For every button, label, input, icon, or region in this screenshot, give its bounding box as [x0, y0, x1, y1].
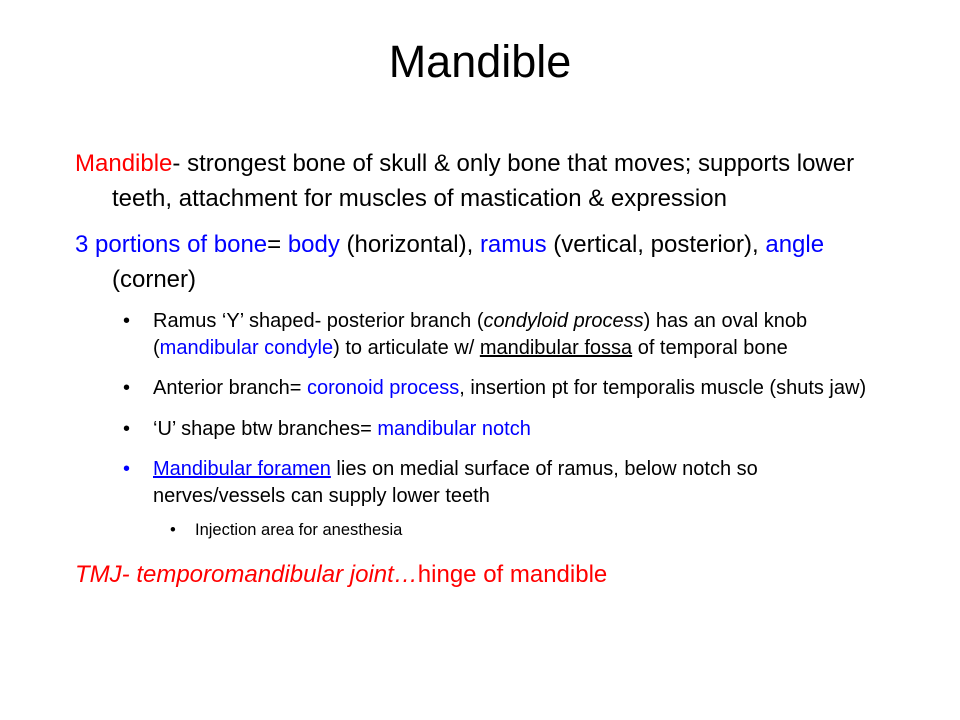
portions-equals: = [267, 231, 288, 258]
term-tmj: TMJ- temporomandibular joint… [75, 561, 418, 588]
paragraph-tmj [75, 557, 895, 592]
term-condyloid-process: condyloid process [483, 310, 644, 332]
mandible-definition-text: - strongest bone of skull & only bone that moves; supports lower teeth, attachment for muscles of mastication & expression [112, 150, 855, 212]
bullet-icon: • [123, 377, 131, 399]
foramen-text: lies on medial surface of ramus, below notch so nerves/vessels can supply lower teeth [153, 458, 758, 507]
bullet-ramus-shape [75, 308, 895, 361]
term-mandibular-fossa: mandibular fossa [479, 336, 633, 359]
term-3-portions: 3 portions of bone [75, 231, 268, 258]
ramus-text-2: ) has an oval knob ( [153, 310, 808, 359]
body-description: (horizontal), [339, 231, 480, 258]
sub-bullet-injection [75, 519, 895, 541]
bullet-icon: • [170, 521, 176, 539]
term-mandible: Mandible [75, 150, 173, 177]
bullet-icon: • [123, 310, 131, 332]
injection-text: Injection area for anesthesia [195, 521, 403, 539]
paragraph-mandible-definition [75, 146, 895, 216]
term-mandibular-notch: mandibular notch [377, 417, 531, 440]
bullet-anterior-branch [75, 375, 895, 402]
bullet-icon: • [123, 458, 131, 480]
anterior-text-1: Anterior branch= [153, 377, 307, 399]
term-coronoid-process: coronoid process [306, 377, 460, 399]
slide-body [75, 146, 895, 603]
u-shape-text: ‘U’ shape btw branches= [153, 417, 378, 440]
ramus-text-3: ) to articulate w/ [333, 336, 480, 359]
ramus-text-1: Ramus ‘Y’ shaped- posterior branch ( [153, 310, 484, 332]
bullet-icon: • [123, 417, 131, 440]
bullet-mandibular-foramen [75, 456, 895, 509]
anterior-text-2: , insertion pt for temporalis muscle (shuts jaw) [459, 377, 867, 399]
angle-description: (corner) [112, 266, 197, 293]
bullet-u-shape [75, 416, 895, 443]
paragraph-bone-portions [75, 227, 895, 297]
ramus-description: (vertical, posterior), [546, 231, 766, 258]
term-angle: angle [765, 231, 825, 258]
term-mandibular-condyle: mandibular condyle [159, 336, 334, 359]
ramus-text-4: of temporal bone [632, 336, 788, 359]
term-body: body [287, 231, 340, 258]
slide-title: Mandible [388, 36, 572, 87]
term-ramus: ramus [479, 231, 547, 258]
term-mandibular-foramen: Mandibular foramen [153, 458, 331, 480]
tmj-text: hinge of mandible [417, 561, 608, 588]
